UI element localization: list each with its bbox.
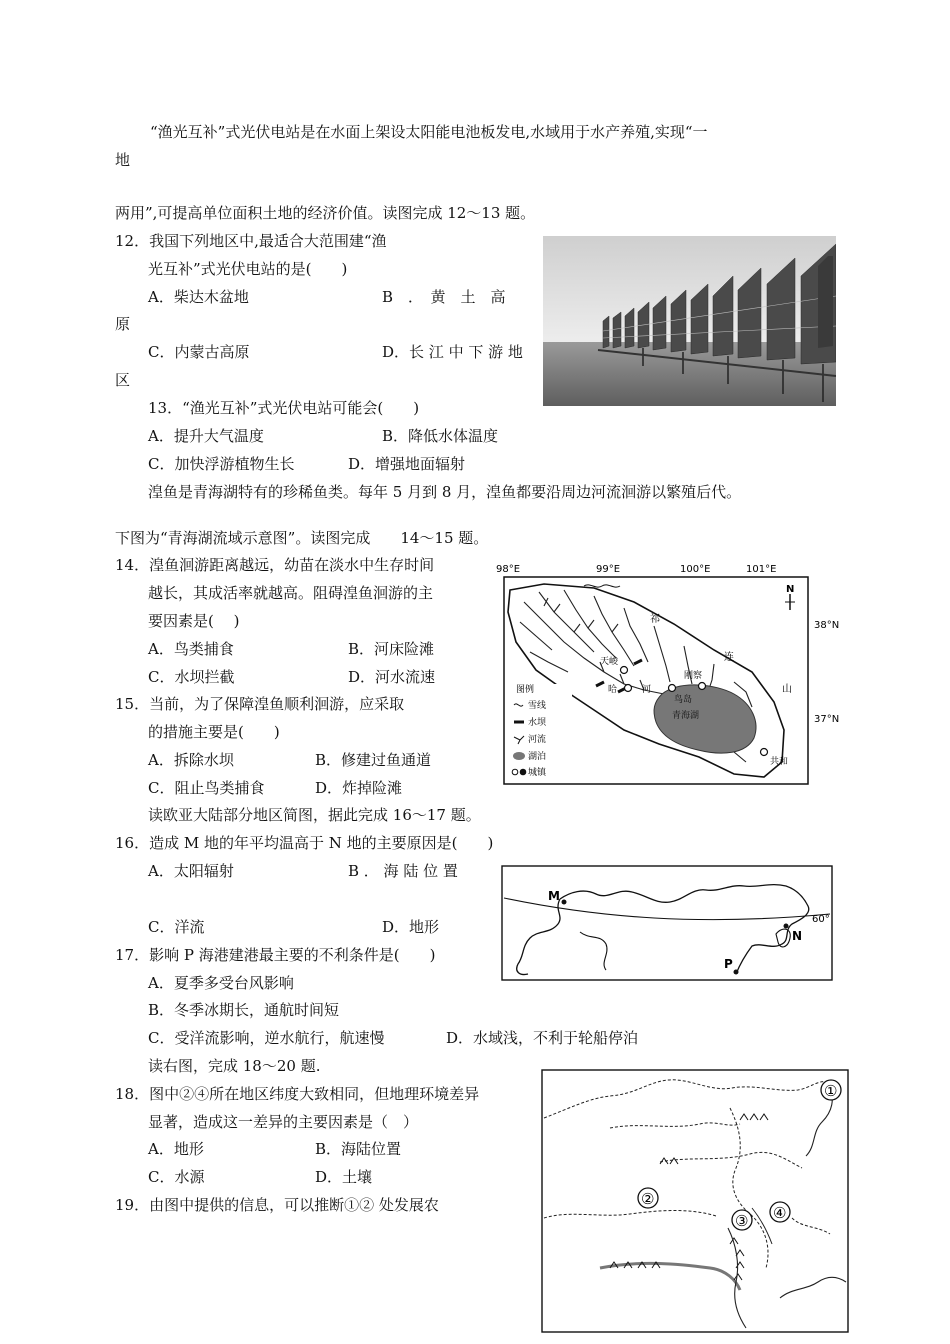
label-tianjun: 天峻 <box>600 657 619 667</box>
q12-stem-1: 12．我国下列地区中,最适合大范围建“渔 <box>115 232 387 250</box>
lon-label-98: 98°E <box>496 564 521 575</box>
map-legend <box>508 683 572 780</box>
q18-option-b: B．海陆位置 <box>315 1140 402 1158</box>
q16-option-d: D．地形 <box>382 918 440 936</box>
intro-line-1: “渔光互补”式光伏电站是在水面上架设太阳能电池板发电,水域用于水产养殖,实现“一 <box>150 123 708 141</box>
lon-label-99: 99°E <box>596 564 621 575</box>
legend-town: 城镇 <box>528 768 547 778</box>
q18-option-a: A．地形 <box>148 1140 204 1158</box>
intro4: 读右图，完成 18～20 题. <box>148 1057 321 1075</box>
q15-option-c: C．阻止鸟类捕食 <box>148 779 265 797</box>
intro2-line-2: 下图为“青海湖流域示意图”。读图完成 14～15 题。 <box>115 529 489 547</box>
region-4: ④ <box>773 1204 787 1222</box>
lon-label-101: 101°E <box>746 564 777 575</box>
q17-option-b: B．冬季冰期长，通航时间短 <box>148 1001 340 1019</box>
region-2: ② <box>641 1190 655 1208</box>
solar-farm-photo <box>543 236 836 406</box>
q16-stem: 16．造成 M 地的年平均温高于 N 地的主要原因是( ) <box>115 834 494 852</box>
q16-option-c: C．洋流 <box>148 918 205 936</box>
q17-option-a: A．夏季多受台风影响 <box>148 974 294 992</box>
lon-label-100: 100°E <box>680 564 711 575</box>
q18-option-d: D．土壤 <box>315 1168 373 1186</box>
q15-option-d: D．炸掉险滩 <box>315 779 403 797</box>
intro-line-2: 地 <box>115 151 131 169</box>
label-niaodao: 鸟岛 <box>674 695 693 705</box>
q14-option-b: B．河床险滩 <box>348 640 435 658</box>
legend-dam: 水坝 <box>528 718 547 728</box>
q13-option-d: D．增强地面辐射 <box>348 455 466 473</box>
q13-option-b: B．降低水体温度 <box>382 427 499 445</box>
q15-stem-1: 15．当前，为了保障湟鱼顺利洄游，应采取 <box>115 695 405 713</box>
legend-title: 图例 <box>516 685 535 695</box>
q17-option-d: D．水域浅，不利于轮船停泊 <box>446 1029 639 1047</box>
q18-stem-1: 18．图中②④所在地区纬度大致相同，但地理环境差异 <box>115 1085 480 1103</box>
q14-option-d: D．河水流速 <box>348 668 436 686</box>
q12-option-d-cont: 区 <box>115 371 131 389</box>
label-ha: 哈 <box>608 685 618 695</box>
eurasia-map <box>500 864 840 984</box>
label-shan: 山 <box>782 684 792 695</box>
q16-option-b: B ． 海 陆 位 置 <box>348 862 458 880</box>
north-label: N <box>786 584 795 595</box>
q17-stem: 17．影响 P 海港建港最主要的不利条件是( ) <box>115 946 436 964</box>
q15-option-a: A．拆除水坝 <box>148 751 234 769</box>
intro3: 读欧亚大陆部分地区简图，据此完成 16～17 题。 <box>148 806 481 824</box>
q15-stem-2: 的措施主要是( ) <box>148 723 280 741</box>
q12-option-c: C．内蒙古高原 <box>148 343 250 361</box>
q12-stem-2: 光互补”式光伏电站的是( ) <box>148 260 348 278</box>
china-regions-map <box>540 1068 850 1334</box>
q14-stem-2: 越长，其成活率就越高。阻碍湟鱼洄游的主 <box>148 584 434 602</box>
legend-river: 河流 <box>528 735 547 745</box>
point-p <box>734 970 739 975</box>
q13-option-a: A．提升大气温度 <box>148 427 264 445</box>
q15-option-b: B．修建过鱼通道 <box>315 751 432 769</box>
q14-stem-3: 要因素是( ) <box>148 612 240 630</box>
q13-stem: 13．“渔光互补”式光伏电站可能会( ) <box>148 399 420 417</box>
label-lat-60: 60° <box>812 914 830 925</box>
q14-option-a: A．鸟类捕食 <box>148 640 234 658</box>
q12-option-d: D．长 江 中 下 游 地 <box>382 343 523 361</box>
legend-lake: 湖泊 <box>528 752 547 762</box>
legend-snowline: 雪线 <box>528 701 547 711</box>
legend-lake-icon <box>513 752 525 760</box>
legend-town-icon <box>512 769 518 775</box>
label-qi: 祁 <box>650 614 660 625</box>
point-m <box>562 900 567 905</box>
lat-label-38: 38°N <box>814 620 840 631</box>
q12-option-a: A．柴达木盆地 <box>148 288 249 306</box>
q14-stem-1: 14．湟鱼洄游距离越远，幼苗在淡水中生存时间 <box>115 556 435 574</box>
lat-label-37: 37°N <box>814 714 840 725</box>
region-3: ③ <box>735 1212 749 1230</box>
q12-option-b: B ． 黄 土 高 <box>382 288 506 306</box>
qinghai-lake-map <box>484 562 856 790</box>
intro2-line-1: 湟鱼是青海湖特有的珍稀鱼类。每年 5 月到 8 月，湟鱼都要沿周边河流洄游以繁殖后代。 <box>148 483 742 501</box>
q17-option-c: C．受洋流影响，逆水航行，航速慢 <box>148 1029 385 1047</box>
q14-option-c: C．水坝拦截 <box>148 668 235 686</box>
intro-line-3: 两用”,可提高单位面积土地的经济价值。读图完成 12～13 题。 <box>115 204 536 222</box>
label-he: 河 <box>642 685 652 695</box>
q16-option-a: A．太阳辐射 <box>148 862 234 880</box>
label-n: N <box>792 929 803 943</box>
q12-option-b-cont: 原 <box>115 315 131 333</box>
q13-option-c: C．加快浮游植物生长 <box>148 455 295 473</box>
region-1: ① <box>824 1082 838 1100</box>
label-gonghe: 共和 <box>770 757 789 767</box>
q18-stem-2: 显著，造成这一差异的主要因素是（ ） <box>148 1113 419 1131</box>
label-lian: 连 <box>724 652 734 663</box>
q18-option-c: C．水源 <box>148 1168 205 1186</box>
label-m: M <box>548 889 560 903</box>
q19-stem: 19．由图中提供的信息，可以推断①② 处发展农 <box>115 1196 439 1214</box>
point-n <box>784 924 789 929</box>
label-p: P <box>724 957 733 971</box>
label-gangcha: 刚察 <box>684 671 703 681</box>
label-lake: 青海湖 <box>672 711 700 721</box>
